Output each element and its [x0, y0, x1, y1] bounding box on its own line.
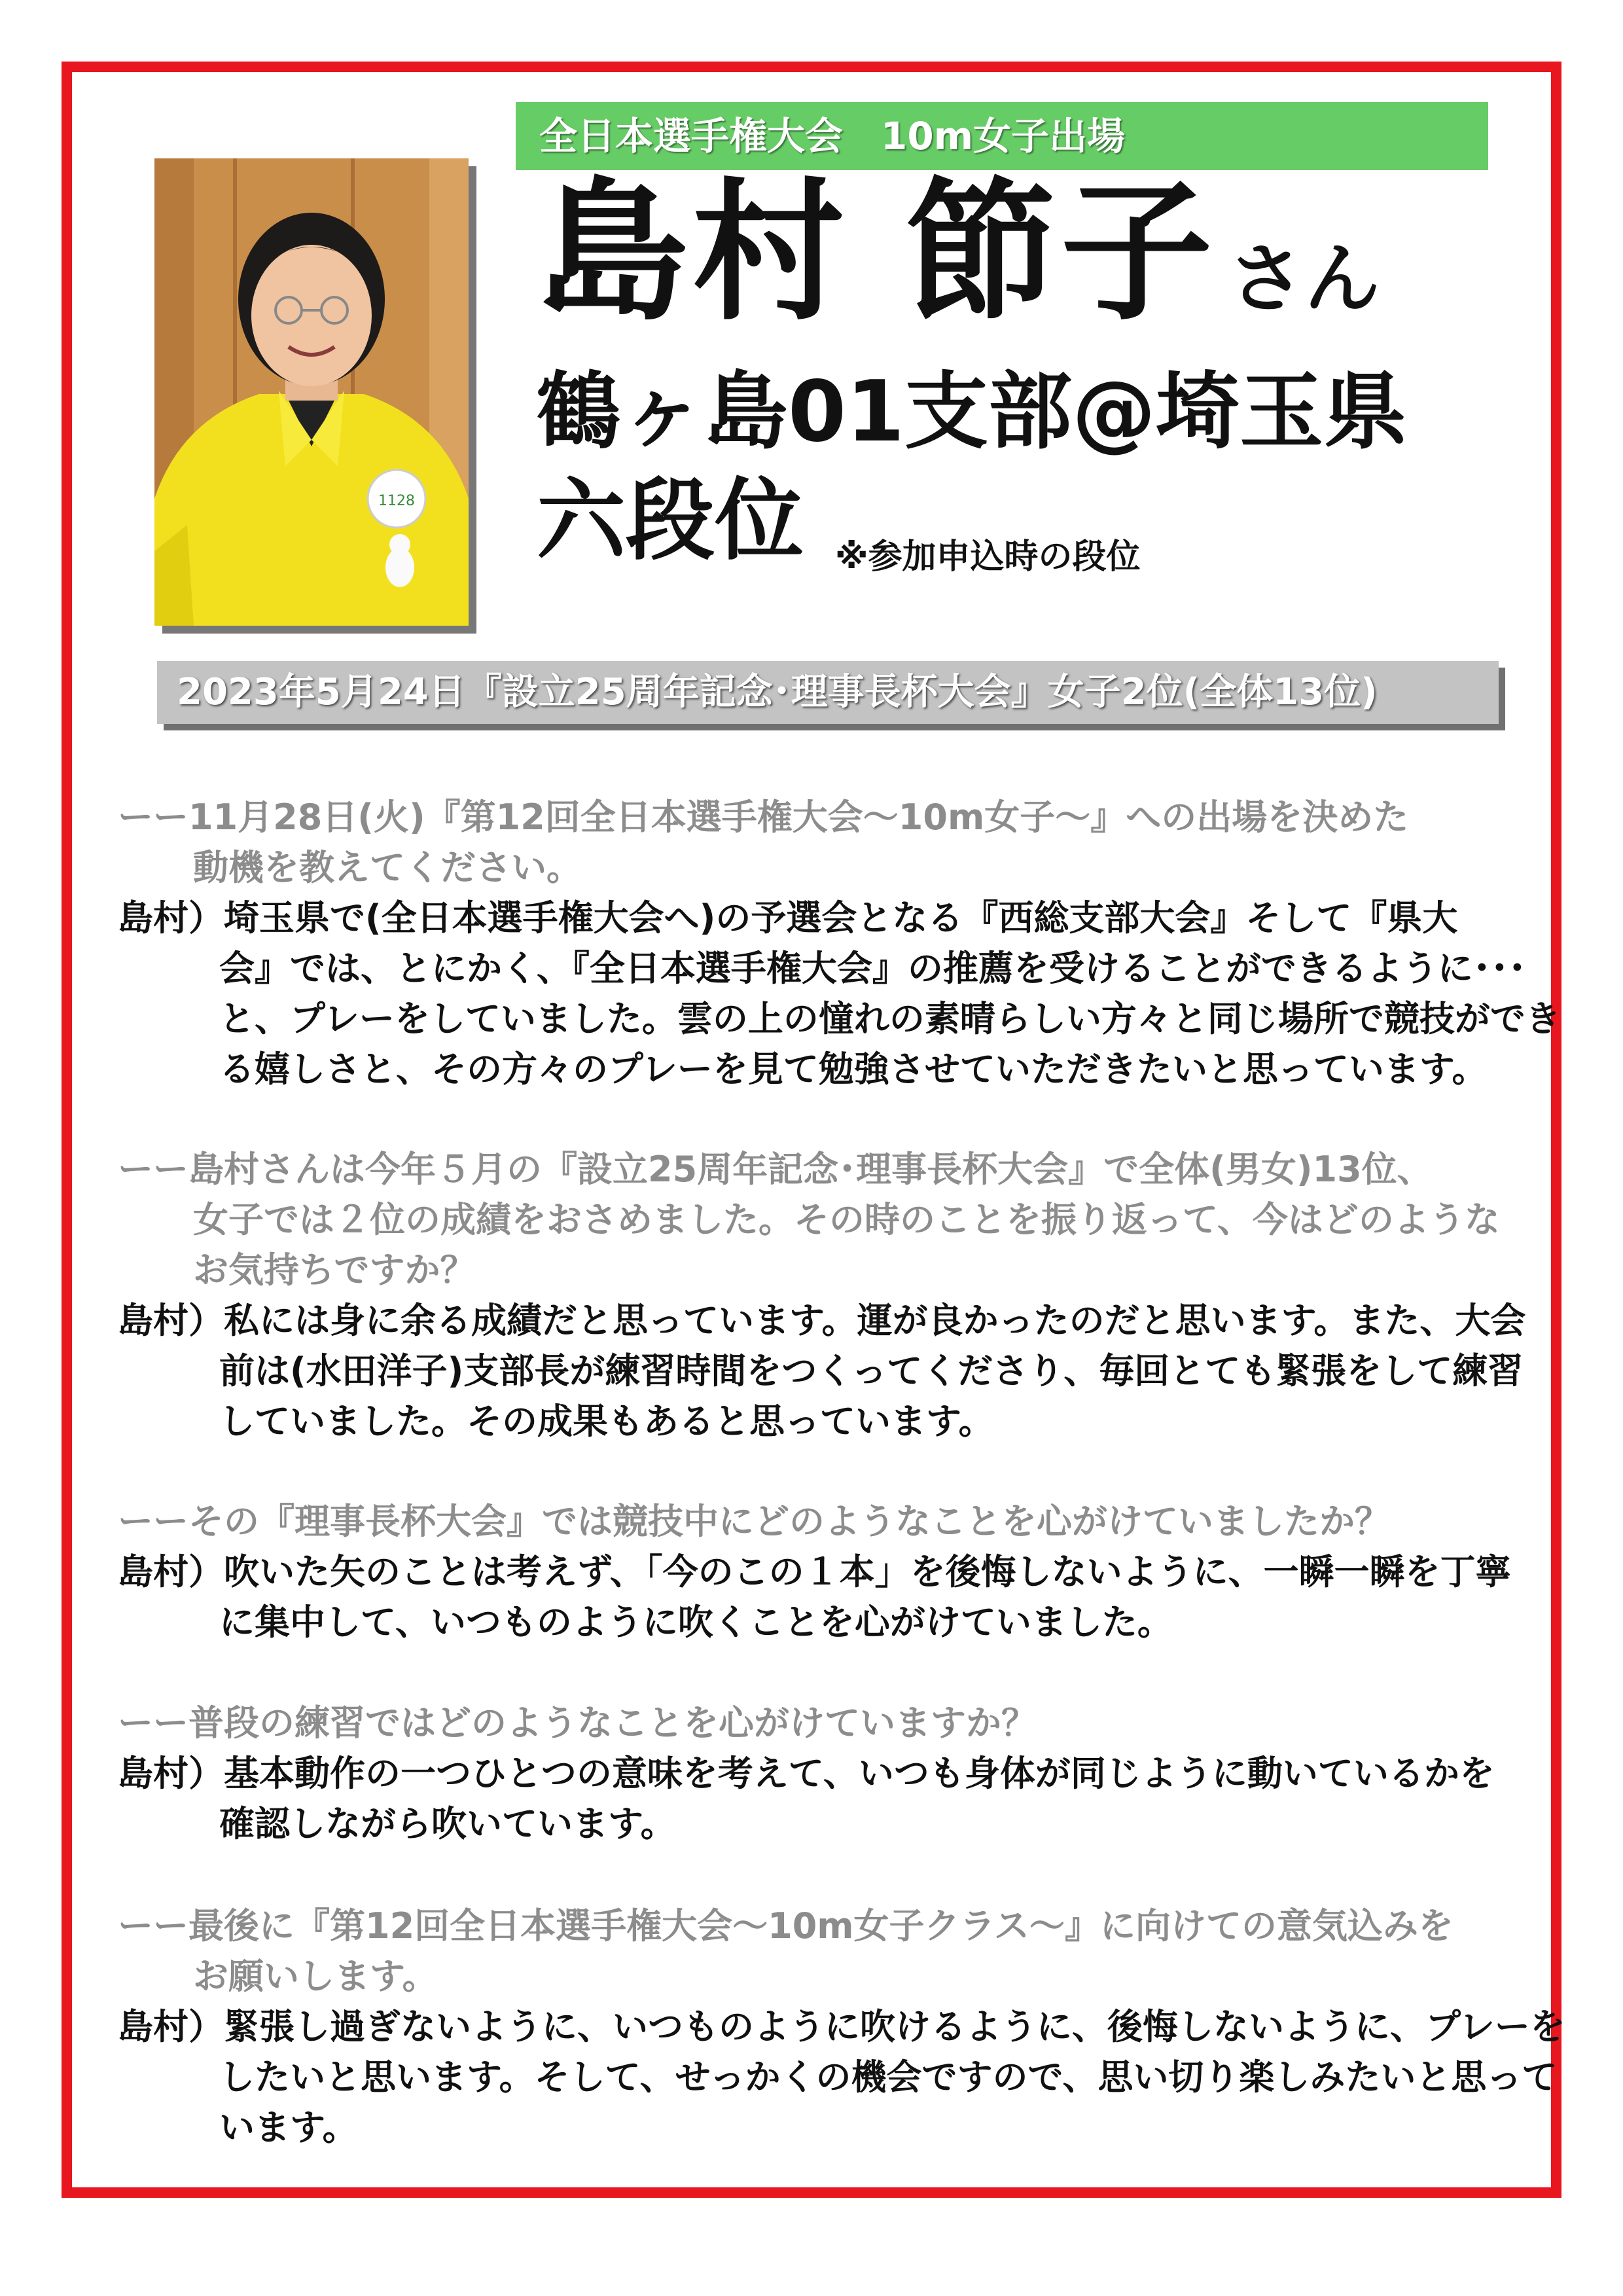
interview-block-4	[118, 1698, 1531, 1849]
question-line: 動機を教えてください。	[193, 847, 582, 888]
answer-line: 確認しながら吹いています。	[219, 1803, 676, 1844]
answer-line: います。	[219, 2107, 358, 2148]
branch-affiliation: 鶴ヶ島01支部@埼玉県	[537, 363, 1408, 461]
answer-line: 会』では、とにかく、『全日本選手権大会』の推薦を受けることができるように･･･	[219, 948, 1526, 989]
answer-4	[118, 1748, 1531, 1849]
answer-line: 島村）緊張し過ぎないように、いつものように吹けるように、後悔しないように、プレーを	[118, 2006, 1565, 2047]
portrait-illustration	[154, 158, 469, 626]
answer-line: 前は(水田洋子)支部長が練習時間をつくってくださり、毎回とても緊張をして練習	[219, 1350, 1524, 1391]
result-banner: 2023年5月24日『設立25周年記念･理事長杯大会』女子2位(全体13位)	[157, 661, 1499, 724]
question-3	[118, 1496, 1531, 1547]
event-banner: 全日本選手権大会 10m女子出場	[516, 102, 1488, 170]
answer-line: る嬉しさと、その方々のプレーを見て勉強させていただきたいと思っています。	[219, 1049, 1488, 1090]
interview-block-5	[118, 1901, 1565, 2153]
answer-line: 島村）埼玉県で(全日本選手権大会へ)の予選会となる『西総支部大会』そして『県大	[118, 897, 1458, 939]
interview-block-2	[118, 1144, 1531, 1446]
question-1	[118, 792, 1531, 893]
answer-line: 島村）基本動作の一つひとつの意味を考えて、いつも身体が同じように動いているかを	[118, 1753, 1495, 1794]
interview-block-3	[118, 1496, 1531, 1647]
question-line: お願いします。	[193, 1956, 438, 1997]
question-2	[118, 1144, 1531, 1295]
athlete-name-text: 島村 節子	[537, 164, 1217, 341]
answer-2	[118, 1295, 1531, 1446]
question-line: ーー普段の練習ではどのようなことを心がけていますか？	[118, 1702, 1037, 1744]
answer-line: していました。その成果もあると思っています。	[219, 1401, 994, 1442]
answer-line: と、プレーをしていました。雲の上の憧れの素晴らしい方々と同じ場所で競技ができ	[219, 998, 1561, 1039]
question-line: ーー最後に『第12回全日本選手権大会～10m女子クラス～』に向けての意気込みを	[118, 1905, 1454, 1946]
svg-text:1128: 1128	[378, 493, 415, 509]
answer-3	[118, 1547, 1531, 1647]
athlete-name	[537, 164, 1380, 341]
answer-line: 島村）私には身に余る成績だと思っています。運が良かったのだと思います。また、大会	[118, 1300, 1526, 1341]
answer-line: 島村）吹いた矢のことは考えず、「今のこの１本」を後悔しないように、一瞬一瞬を丁寧	[118, 1551, 1511, 1592]
question-5	[118, 1901, 1531, 2001]
question-line: お気持ちですか？	[193, 1249, 476, 1291]
honorific: さん	[1228, 235, 1380, 323]
question-line: 女子では２位の成績をおさめました。その時のことを振り返って、今はどのような	[193, 1199, 1500, 1240]
answer-5	[118, 2001, 1565, 2153]
rank: 六段位	[537, 469, 804, 573]
rank-note: ※参加申込時の段位	[835, 537, 1141, 577]
question-line: ーーその『理事長杯大会』では競技中にどのようなことを心がけていましたか？	[118, 1501, 1390, 1542]
answer-line: したいと思います。そして、せっかくの機会ですので、思い切り楽しみたいと思って	[219, 2056, 1558, 2098]
answer-line: に集中して、いつものように吹くことを心がけていました。	[219, 1602, 1173, 1643]
interview-block-1	[118, 792, 1561, 1094]
portrait-photo	[154, 158, 469, 626]
question-4	[118, 1698, 1531, 1748]
question-line: ーー11月28日(火)『第12回全日本選手権大会～10m女子～』への出場を決めた	[118, 797, 1409, 838]
answer-1	[118, 893, 1561, 1094]
question-line: ーー島村さんは今年５月の『設立25周年記念･理事長杯大会』で全体(男女)13位、	[118, 1149, 1433, 1190]
